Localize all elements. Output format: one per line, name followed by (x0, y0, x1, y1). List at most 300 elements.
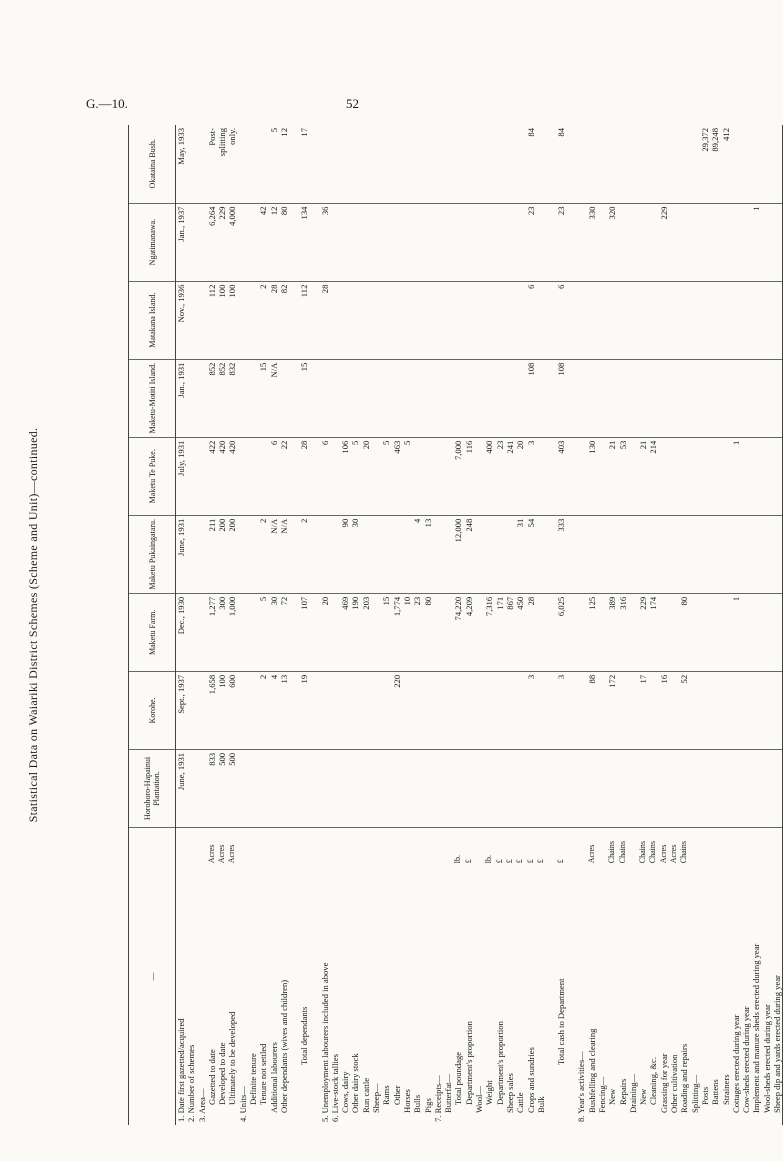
table-row (412, 125, 422, 1125)
data-cell: 852 (217, 359, 227, 437)
row-label: Implement and manure sheds erected during year (751, 943, 762, 1113)
data-cell: 5 (269, 125, 279, 203)
data-cell (248, 437, 258, 515)
data-cell (762, 593, 772, 671)
table-row (433, 125, 443, 1125)
row-label: 2. Number of schemes (186, 1044, 197, 1122)
data-cell: Dec., 1930 (176, 593, 187, 671)
row-label: Developed to date (217, 1042, 228, 1105)
table-row (690, 125, 700, 1125)
data-cell (669, 593, 679, 671)
spacer-cell (566, 359, 576, 437)
data-cell: 1,774 (392, 593, 402, 671)
data-cell (505, 125, 515, 203)
data-cell: 420 (227, 437, 237, 515)
data-cell (731, 749, 741, 827)
row-label: Total poundage (453, 1051, 464, 1105)
data-cell (464, 281, 474, 359)
row-unit: Chains (648, 841, 658, 864)
data-cell (597, 749, 607, 827)
data-cell: N/A (279, 515, 289, 593)
table-row (638, 125, 648, 1125)
data-cell (505, 281, 515, 359)
table-row (505, 125, 515, 1125)
table-row (197, 125, 207, 1125)
data-cell (474, 671, 484, 749)
data-cell (474, 359, 484, 437)
spacer-cell (310, 749, 320, 827)
table-row (443, 125, 453, 1125)
data-cell: 600 (227, 671, 237, 749)
data-cell (392, 359, 402, 437)
data-cell (762, 281, 772, 359)
data-cell (392, 749, 402, 827)
row-label: Splitting— (689, 1074, 700, 1113)
table-row (710, 125, 720, 1125)
data-cell (669, 437, 679, 515)
row-unit: £ (463, 859, 473, 864)
row-label: Strainers (720, 1074, 731, 1105)
spacer-cell (289, 827, 299, 1125)
data-cell: 74,220 (453, 593, 463, 671)
spacer-row (546, 125, 556, 1125)
data-cell (628, 359, 638, 437)
row-unit (371, 827, 381, 866)
data-cell (679, 437, 689, 515)
row-unit (741, 827, 751, 866)
data-cell (443, 437, 453, 515)
table-row (279, 125, 289, 1125)
data-cell: June, 1931 (176, 749, 187, 827)
data-cell: 125 (587, 593, 597, 671)
spacer-cell (546, 593, 556, 671)
data-cell: 220 (392, 671, 402, 749)
row-unit: Acres (586, 844, 596, 864)
spacer-cell (566, 827, 576, 1125)
data-cell (721, 359, 731, 437)
data-cell (495, 515, 505, 593)
data-cell (433, 281, 443, 359)
data-cell (638, 749, 648, 827)
table-row (515, 125, 525, 1125)
data-cell (710, 203, 720, 281)
data-cell: 29,372 (700, 125, 710, 203)
data-cell (474, 437, 484, 515)
data-cell (371, 437, 381, 515)
row-unit (186, 827, 196, 866)
row-label: Horses (401, 1089, 412, 1113)
data-cell (536, 593, 546, 671)
data-cell (238, 125, 248, 203)
row-unit: £ (515, 859, 525, 864)
row-label: Cow-sheds erected during year (741, 1006, 752, 1113)
data-cell: 330 (587, 203, 597, 281)
data-cell (515, 359, 525, 437)
row-label: Bushfelling and clearing (586, 1028, 597, 1113)
row-label: Tenure not settled (258, 1043, 269, 1105)
data-cell (186, 437, 196, 515)
row-unit (721, 827, 731, 866)
table-body (176, 125, 783, 1125)
data-cell (576, 593, 586, 671)
data-cell (772, 749, 783, 827)
data-cell (679, 359, 689, 437)
data-cell (597, 281, 607, 359)
data-cell (587, 125, 597, 203)
data-cell (361, 359, 371, 437)
data-cell (751, 593, 761, 671)
row-label: 7. Receipts— (432, 1075, 443, 1122)
row-unit (402, 827, 412, 866)
data-cell (197, 593, 207, 671)
spacer-row (566, 125, 576, 1125)
data-cell: 21 (607, 437, 617, 515)
data-cell (186, 203, 196, 281)
data-cell (772, 359, 783, 437)
table-row (741, 125, 751, 1125)
data-cell (453, 671, 463, 749)
data-cell (731, 281, 741, 359)
data-cell (679, 749, 689, 827)
data-cell (186, 671, 196, 749)
data-cell: 3 (526, 437, 536, 515)
data-cell: 1,658 (207, 671, 217, 749)
data-cell (751, 125, 761, 203)
data-cell: 3 (526, 671, 536, 749)
data-cell: 420 (217, 437, 227, 515)
data-cell: 5 (381, 437, 391, 515)
data-cell (669, 671, 679, 749)
data-cell (495, 359, 505, 437)
data-cell: 1 (731, 437, 741, 515)
data-cell (258, 749, 268, 827)
spacer-cell (310, 827, 320, 1125)
data-cell (433, 437, 443, 515)
data-cell (402, 515, 412, 593)
data-cell (679, 203, 689, 281)
row-label: Repairs (617, 1078, 628, 1105)
data-cell: 241 (505, 437, 515, 515)
data-cell (628, 515, 638, 593)
data-cell (371, 203, 381, 281)
data-cell (710, 281, 720, 359)
data-cell (679, 515, 689, 593)
data-cell: 6 (556, 281, 566, 359)
data-cell: 28 (299, 437, 309, 515)
data-cell: 400 (484, 437, 494, 515)
data-cell (381, 359, 391, 437)
data-cell (350, 749, 360, 827)
data-cell (607, 281, 617, 359)
row-unit (474, 827, 484, 866)
data-cell (700, 203, 710, 281)
data-cell (197, 749, 207, 827)
spacer-cell (566, 437, 576, 515)
data-cell (443, 515, 453, 593)
data-cell: Nov., 1936 (176, 281, 187, 359)
row-unit: Chains (638, 841, 648, 864)
data-cell (269, 749, 279, 827)
row-label: Battens (710, 1079, 721, 1105)
data-cell: 1 (751, 203, 761, 281)
data-cell (248, 593, 258, 671)
row-unit (690, 827, 700, 866)
data-cell (700, 359, 710, 437)
spacer-cell (566, 749, 576, 827)
table-row (350, 125, 360, 1125)
data-cell (536, 749, 546, 827)
row-unit: Chains (617, 841, 627, 864)
data-cell (690, 281, 700, 359)
row-unit (700, 827, 710, 866)
data-cell: 53 (618, 437, 628, 515)
data-cell (495, 671, 505, 749)
data-cell (505, 671, 515, 749)
data-cell (453, 281, 463, 359)
data-cell: 90 (340, 515, 350, 593)
data-cell (350, 671, 360, 749)
data-cell (248, 203, 258, 281)
data-cell (751, 281, 761, 359)
data-cell: 30 (269, 593, 279, 671)
row-unit (248, 827, 258, 866)
data-cell (762, 515, 772, 593)
data-cell: 13 (279, 671, 289, 749)
data-cell (340, 203, 350, 281)
data-cell (576, 749, 586, 827)
data-cell: 6,025 (556, 593, 566, 671)
table-row (679, 125, 689, 1125)
data-cell (433, 593, 443, 671)
data-cell (361, 281, 371, 359)
row-unit (258, 827, 268, 866)
table-row (392, 125, 402, 1125)
spacer-cell (310, 281, 320, 359)
data-cell (402, 125, 412, 203)
data-cell (628, 749, 638, 827)
row-label: Other cultivation (669, 1054, 680, 1113)
table-title: Statistical Data on Waiariki District Schemes (Scheme and Unit)—continued. (26, 427, 40, 823)
data-cell (772, 125, 783, 203)
data-cell: 2 (299, 515, 309, 593)
data-cell (772, 203, 783, 281)
data-cell (402, 203, 412, 281)
data-cell (721, 593, 731, 671)
data-cell (597, 437, 607, 515)
data-cell: 15 (299, 359, 309, 437)
data-cell (330, 671, 340, 749)
row-unit (423, 827, 433, 866)
data-cell: 28 (320, 281, 330, 359)
table-row (536, 125, 546, 1125)
data-cell: 832 (227, 359, 237, 437)
spacer-cell (310, 203, 320, 281)
row-label: Fencing— (596, 1076, 607, 1113)
data-cell (762, 359, 772, 437)
row-label: Cattle (515, 1092, 526, 1113)
row-unit (320, 827, 330, 866)
data-cell (679, 281, 689, 359)
data-cell: Jan., 1937 (176, 203, 187, 281)
data-cell: 200 (227, 515, 237, 593)
data-cell (258, 125, 268, 203)
data-cell (515, 281, 525, 359)
data-cell: 23 (556, 203, 566, 281)
row-unit (350, 827, 360, 866)
data-cell: 23 (495, 437, 505, 515)
column-header: Okataina Bush. (129, 125, 176, 203)
data-cell (587, 515, 597, 593)
data-cell (659, 515, 669, 593)
table-row (648, 125, 658, 1125)
row-unit: Acres (669, 844, 679, 864)
data-cell: 20 (361, 437, 371, 515)
data-cell: 82 (279, 281, 289, 359)
data-cell (721, 515, 731, 593)
table-row (597, 125, 607, 1125)
column-header: Maketu Te Puke. (129, 437, 176, 515)
data-cell: 4 (412, 515, 422, 593)
data-cell (772, 671, 783, 749)
data-cell (433, 203, 443, 281)
data-cell (412, 125, 422, 203)
data-cell (721, 203, 731, 281)
data-cell (381, 749, 391, 827)
data-cell: N/A (269, 359, 279, 437)
data-cell (186, 281, 196, 359)
data-cell (628, 437, 638, 515)
data-cell (679, 125, 689, 203)
table-row (340, 125, 350, 1125)
spacer-cell (566, 515, 576, 593)
data-cell: Post- (207, 125, 217, 203)
row-unit (279, 827, 289, 866)
data-cell (618, 359, 628, 437)
row-unit: £ (494, 859, 504, 864)
data-cell: 3 (556, 671, 566, 749)
row-unit (628, 827, 638, 866)
data-cell (330, 749, 340, 827)
data-cell (381, 203, 391, 281)
data-cell (690, 125, 700, 203)
data-cell (721, 749, 731, 827)
spacer-cell (289, 125, 299, 203)
data-cell (597, 125, 607, 203)
data-cell (690, 437, 700, 515)
data-cell (186, 749, 196, 827)
data-cell (607, 515, 617, 593)
row-unit: £ (504, 859, 514, 864)
row-unit (197, 827, 207, 866)
data-cell: 17 (299, 125, 309, 203)
data-cell (751, 515, 761, 593)
row-label: Sheep dip and yards erected during year (772, 866, 783, 1125)
row-unit (710, 827, 720, 866)
data-cell (433, 515, 443, 593)
data-cell (700, 437, 710, 515)
spacer-cell (310, 437, 320, 515)
data-cell (381, 515, 391, 593)
data-cell (731, 359, 741, 437)
data-cell: 80 (423, 593, 433, 671)
data-cell: 22 (279, 437, 289, 515)
data-cell (361, 749, 371, 827)
data-cell (412, 437, 422, 515)
row-label: Run cattle (360, 1077, 371, 1113)
data-cell (392, 515, 402, 593)
data-cell (484, 359, 494, 437)
data-cell (186, 125, 196, 203)
data-cell: 4 (269, 671, 279, 749)
data-cell (628, 593, 638, 671)
data-cell (238, 749, 248, 827)
data-cell (515, 203, 525, 281)
data-cell (361, 515, 371, 593)
row-label: Definite tenure (248, 1053, 259, 1105)
data-cell (371, 125, 381, 203)
data-cell (762, 671, 772, 749)
data-cell (721, 671, 731, 749)
spacer-cell (289, 281, 299, 359)
data-cell: 403 (556, 437, 566, 515)
row-label: Posts (699, 1086, 710, 1105)
table-row (659, 125, 669, 1125)
data-cell (576, 281, 586, 359)
data-cell: 17 (638, 671, 648, 749)
data-cell (638, 203, 648, 281)
data-cell (238, 437, 248, 515)
data-cell (638, 515, 648, 593)
data-cell (628, 671, 638, 749)
table-row (361, 125, 371, 1125)
data-cell: 5 (258, 593, 268, 671)
data-cell (618, 281, 628, 359)
data-cell (443, 281, 453, 359)
row-unit (361, 827, 371, 866)
data-cell (721, 437, 731, 515)
data-cell (340, 749, 350, 827)
row-label: Bulk (535, 1096, 546, 1113)
data-cell (731, 125, 741, 203)
row-label: Crops and sundries (525, 1047, 536, 1113)
data-cell (412, 671, 422, 749)
table-row (258, 125, 268, 1125)
row-label: Department's proportion (494, 1021, 505, 1105)
data-cell (453, 203, 463, 281)
row-label: Roading and repairs (679, 1043, 690, 1113)
data-cell: 19 (299, 671, 309, 749)
data-cell (361, 671, 371, 749)
row-unit (381, 827, 391, 866)
data-cell: 450 (515, 593, 525, 671)
row-label: Sheep— (371, 1083, 382, 1113)
table-row (453, 125, 463, 1125)
data-cell (772, 593, 783, 671)
data-cell (536, 125, 546, 203)
data-cell: 248 (464, 515, 474, 593)
data-cell (648, 203, 658, 281)
data-cell (618, 125, 628, 203)
data-cell (197, 671, 207, 749)
data-cell (700, 515, 710, 593)
data-cell (505, 749, 515, 827)
data-cell (638, 125, 648, 203)
data-cell (238, 593, 248, 671)
data-cell (659, 437, 669, 515)
table-row (576, 125, 586, 1125)
spacer-cell (566, 671, 576, 749)
data-cell (340, 125, 350, 203)
